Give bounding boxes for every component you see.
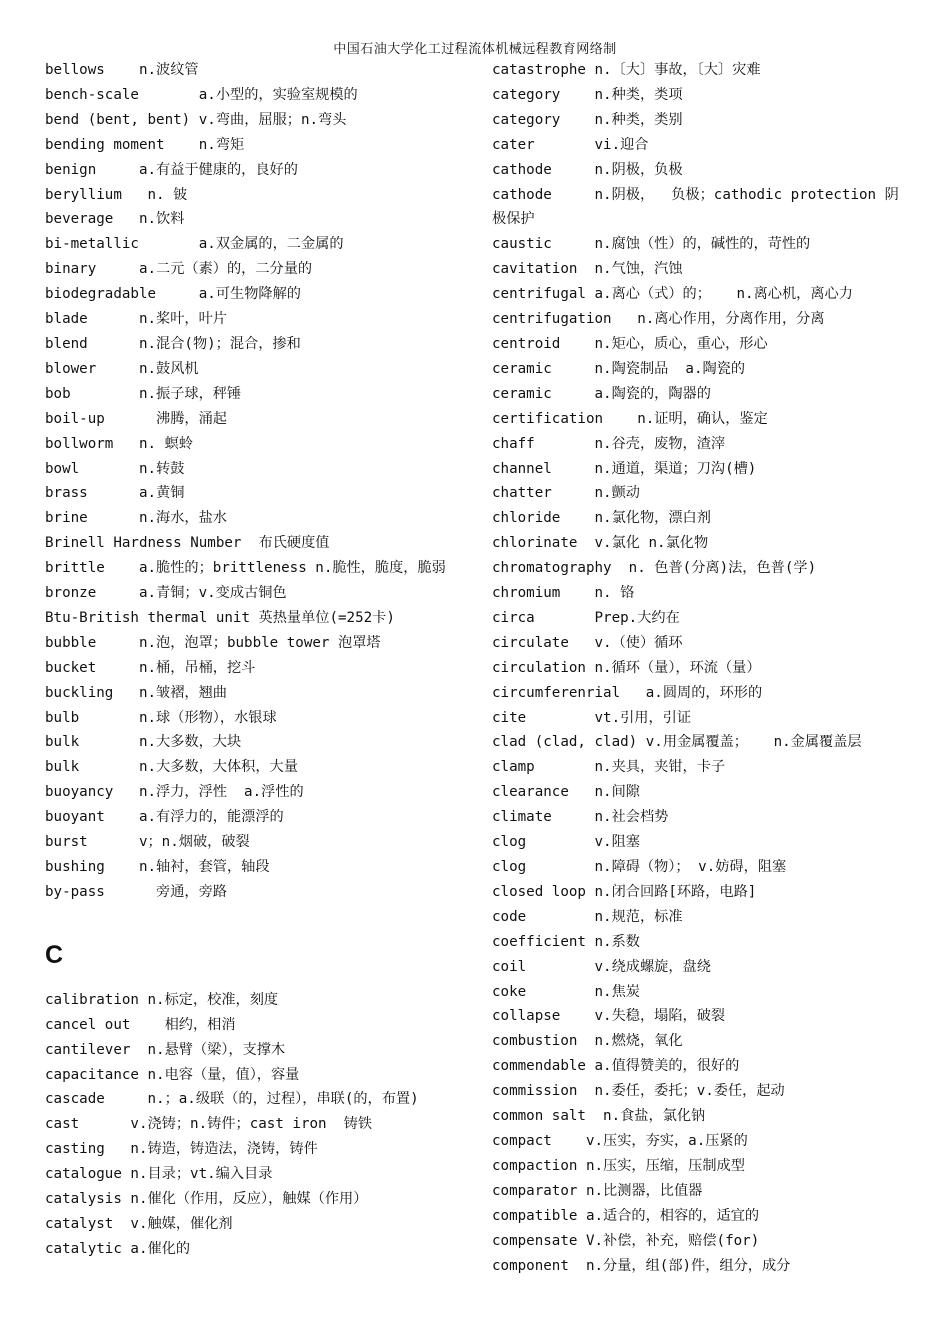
left-column [45, 58, 465, 1262]
glossary-entry: code n.规范，标准 [492, 908, 683, 925]
glossary-entry: caustic n.腐蚀（性）的，碱性的，苛性的 [492, 236, 811, 253]
glossary-entry: cascade n.；a.级联（的，过程），串联(的，布置) [45, 1091, 419, 1108]
glossary-entry: buoyancy n.浮力，浮性 a.浮性的 [45, 784, 304, 801]
glossary-entry: cathode n.阴极，负极 [492, 161, 683, 178]
glossary-entry: coil v.绕成螺旋，盘绕 [492, 958, 711, 975]
glossary-entry: clog v.阻塞 [492, 834, 640, 851]
glossary-entry: clad (clad, clad) v.用金属覆盖； n.金属覆盖层 [492, 734, 862, 751]
glossary-entry: compact v.压实，夯实，a.压紧的 [492, 1132, 748, 1149]
glossary-entry: bend (bent, bent) v.弯曲，屈服；n.弯头 [45, 111, 347, 128]
glossary-entry: calibration n.标定，校准，刻度 [45, 991, 279, 1008]
right-column [492, 58, 912, 1278]
glossary-entry: cancel out 相约，相消 [45, 1016, 236, 1033]
glossary-entry: buoyant a.有浮力的，能漂浮的 [45, 809, 284, 826]
c-entries-list-right [492, 58, 912, 1278]
glossary-entry: bob n.振子球，秤锤 [45, 385, 242, 402]
glossary-entry: component n.分量，组(部)件，组分，成分 [492, 1257, 791, 1274]
glossary-entry: cater vi.迎合 [492, 136, 649, 153]
glossary-entry: chromatography n. 色普(分离)法，色普(学) [492, 560, 817, 577]
glossary-entry: centrifugal a.离心（式）的； n.离心机，离心力 [492, 286, 853, 303]
glossary-entry: commission n.委任，委托；v.委任，起动 [492, 1083, 785, 1100]
glossary-entry: compaction n.压实，压缩，压制成型 [492, 1157, 745, 1174]
glossary-entry: by-pass 旁通，旁路 [45, 883, 227, 900]
glossary-entry: brine n.海水，盐水 [45, 510, 227, 527]
glossary-entry: commendable a.值得赞美的，很好的 [492, 1058, 740, 1075]
glossary-entry: channel n.通道，渠道；刀沟(槽) [492, 460, 757, 477]
glossary-entry: buckling n.皱褶，翘曲 [45, 684, 227, 701]
glossary-entry: coke n.焦炭 [492, 983, 640, 1000]
glossary-entry: ceramic n.陶瓷制品 a.陶瓷的 [492, 360, 746, 377]
glossary-entry: common salt n.食盐，氯化钠 [492, 1108, 706, 1125]
glossary-entry: bi-metallic a.双金属的，二金属的 [45, 236, 344, 253]
glossary-entry: circumferenrial a.圆周的，环形的 [492, 684, 763, 701]
glossary-entry: biodegradable a.可生物降解的 [45, 286, 301, 303]
glossary-entry: centroid n.矩心，质心，重心，形心 [492, 335, 768, 352]
glossary-entry: catalogue n.目录；vt.编入目录 [45, 1166, 273, 1183]
glossary-entry: beryllium n. 铍 [45, 186, 188, 203]
c-entries-list-left [45, 988, 465, 1262]
glossary-entry: Brinell Hardness Number 布氏硬度值 [45, 535, 330, 552]
glossary-entry: catastrophe n.〔大〕事故，〔大〕灾难 [492, 62, 761, 78]
glossary-entry: boil-up 沸腾，涌起 [45, 410, 227, 427]
glossary-entry: chromium n. 铬 [492, 585, 635, 602]
glossary-entry: chloride n.氯化物，漂白剂 [492, 510, 711, 527]
glossary-entry: bulk n.大多数，大块 [45, 734, 242, 751]
glossary-entry: blower n.鼓风机 [45, 360, 199, 377]
glossary-entry: circa Prep.大约在 [492, 609, 680, 626]
glossary-entry: Btu-British thermal unit 英热量单位(=252卡) [45, 609, 395, 626]
glossary-entry: chlorinate v.氯化 n.氯化物 [492, 535, 709, 552]
glossary-entry: category n.种类，类别 [492, 111, 683, 128]
glossary-entry: clog n.障碍（物）； v.妨碍，阻塞 [492, 859, 787, 875]
glossary-entry: catalytic a.催化的 [45, 1240, 191, 1257]
glossary-entry: cathode n.阴极， 负极；cathodic protection 阴极保护 [492, 186, 899, 228]
glossary-entry: catalysis n.催化（作用，反应），触媒（作用） [45, 1191, 368, 1208]
glossary-entry: category n.种类，类项 [492, 86, 683, 103]
page-header: 中国石油大学化工过程流体机械远程教育网络制 [333, 42, 617, 57]
glossary-entry: bending moment n.弯矩 [45, 136, 245, 153]
glossary-entry: combustion n.燃烧，氧化 [492, 1033, 683, 1050]
glossary-entry: coefficient n.系数 [492, 933, 640, 950]
glossary-entry: compensate V.补偿，补充，赔偿(for) [492, 1232, 760, 1249]
glossary-entry: bollworm n. 螟蛉 [45, 435, 193, 452]
glossary-entry: beverage n.饮料 [45, 211, 185, 228]
glossary-entry: bulk n.大多数，大体积，大量 [45, 759, 298, 776]
glossary-entry: cast v.浇铸；n.铸件；cast iron 铸铁 [45, 1116, 373, 1133]
glossary-entry: benign a.有益于健康的，良好的 [45, 161, 298, 178]
b-entries-list [45, 58, 465, 905]
glossary-entry: binary a.二元（素）的，二分量的 [45, 261, 313, 278]
glossary-entry: bellows n.波纹管 [45, 62, 199, 78]
glossary-entry: bowl n.转鼓 [45, 460, 185, 477]
glossary-entry: climate n.社会档势 [492, 809, 669, 826]
glossary-entry: bulb n.球（形物），水银球 [45, 709, 277, 726]
glossary-entry: circulation n.循环（量），环流（量） [492, 659, 761, 676]
glossary-entry: clamp n.夹具，夹钳，卡子 [492, 759, 726, 776]
glossary-entry: centrifugation n.离心作用，分离作用，分离 [492, 311, 825, 328]
glossary-entry: bench-scale a.小型的，实验室规模的 [45, 86, 358, 103]
glossary-entry: bushing n.轴衬，套管，轴段 [45, 859, 270, 875]
glossary-entry: brass a.黄铜 [45, 485, 185, 502]
glossary-entry: closed loop n.闭合回路[环路，电路] [492, 883, 757, 900]
glossary-entry: cantilever n.悬臂（梁），支撑木 [45, 1041, 286, 1058]
glossary-entry: casting n.铸造，铸造法，浇铸，铸件 [45, 1141, 318, 1158]
glossary-entry: cite vt.引用，引证 [492, 709, 692, 726]
glossary-entry: burst v；n.烟破，破裂 [45, 834, 250, 851]
glossary-entry: brittle a.脆性的；brittleness n.脆性，脆度，脆弱 [45, 560, 446, 577]
section-heading-c: C [45, 940, 64, 969]
glossary-entry: bucket n.桶，吊桶，挖斗 [45, 659, 256, 676]
glossary-entry: catalyst v.触媒，催化剂 [45, 1215, 233, 1232]
glossary-entry: comparator n.比测器，比值器 [492, 1182, 703, 1199]
glossary-entry: bubble n.泡，泡罩；bubble tower 泡罩塔 [45, 634, 381, 651]
glossary-entry: bronze a.青铜；v.变成古铜色 [45, 585, 287, 602]
glossary-entry: clearance n.间隙 [492, 784, 640, 801]
glossary-entry: collapse v.失稳，塌陷，破裂 [492, 1008, 726, 1025]
glossary-entry: compatible a.适合的，相容的，适宜的 [492, 1207, 760, 1224]
glossary-entry: certification n.证明，确认，鉴定 [492, 410, 768, 427]
glossary-entry: blade n.桨叶，叶片 [45, 311, 227, 328]
glossary-entry: chaff n.谷壳，废物，渣滓 [492, 435, 726, 452]
glossary-entry: blend n.混合(物)；混合，掺和 [45, 335, 301, 352]
glossary-entry: chatter n.颤动 [492, 485, 640, 502]
glossary-entry: cavitation n.气蚀，汽蚀 [492, 261, 683, 278]
glossary-entry: capacitance n.电容（量，值），容量 [45, 1066, 300, 1083]
glossary-entry: ceramic a.陶瓷的，陶器的 [492, 385, 711, 402]
glossary-entry: circulate v.（使）循环 [492, 634, 683, 651]
